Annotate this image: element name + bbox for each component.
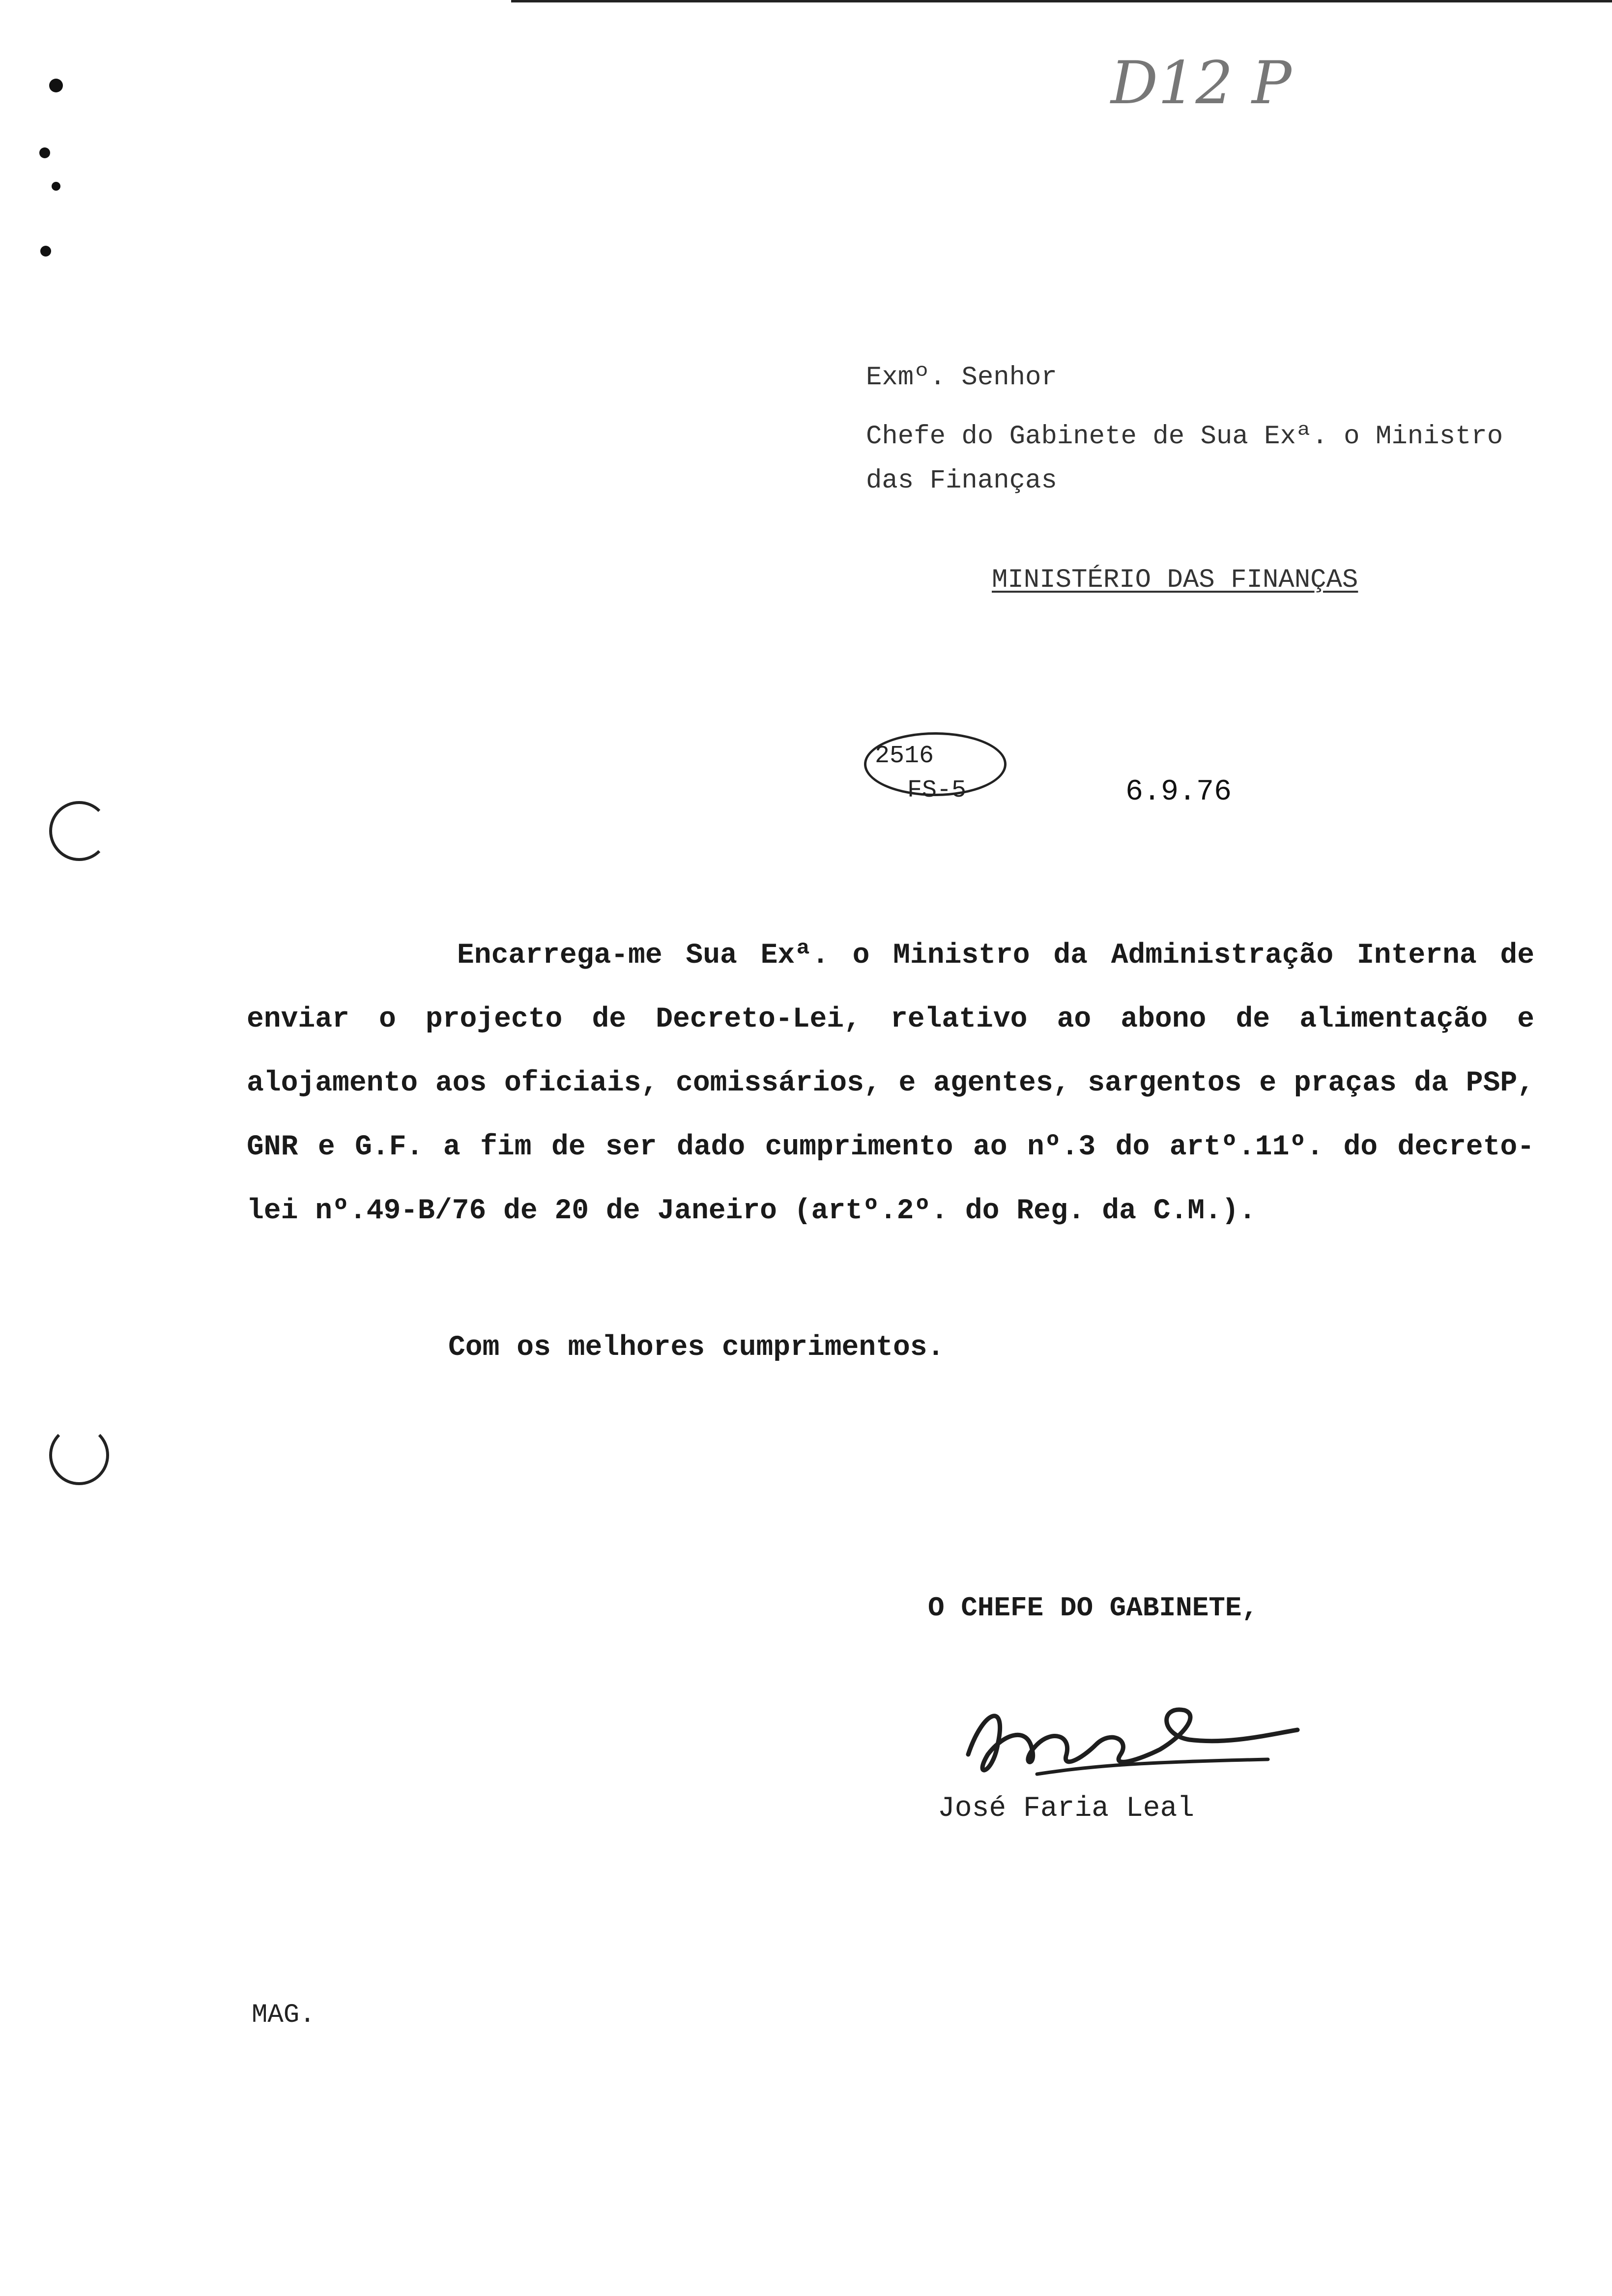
reference-code: FS-5 xyxy=(907,776,967,804)
letter-date: 6.9.76 xyxy=(1125,775,1232,809)
closing-line: Com os melhores cumprimentos. xyxy=(448,1332,945,1364)
punch-hole-mark xyxy=(49,801,109,861)
typist-initials: MAG. xyxy=(252,2000,316,2030)
letter-body xyxy=(247,924,1534,1243)
addressee-line-1: Chefe do Gabinete de Sua Exª. o Ministro xyxy=(866,422,1503,452)
margin-mark xyxy=(39,147,50,158)
punch-hole-mark xyxy=(49,1425,109,1485)
addressee-salutation: Exmº. Senhor xyxy=(866,363,1057,393)
margin-mark xyxy=(52,182,60,191)
reference-stamp-number: 2516 xyxy=(875,742,934,770)
top-edge-rule xyxy=(511,0,1612,2)
handwritten-note: D12 P xyxy=(1111,49,1292,117)
body-paragraph: Encarrega-me Sua Exª. o Ministro da Administração Interna de enviar o projecto de Decreto-Lei, relativo ao abono de alimentação e alojamento aos oficiais, comissários, e agentes, sargentos e praças da PSP, GNR e G.F. a fim de ser dado cumprimento ao nº.3 do artº.11º. do decreto-lei nº.49-B/76 de 20 de Janeiro (artº.2º. do Reg. da C.M.). xyxy=(247,940,1534,1227)
addressee-line-2: das Finanças xyxy=(866,466,1057,496)
signatory-name: José Faria Leal xyxy=(938,1793,1195,1825)
ministry-heading: MINISTÉRIO DAS FINANÇAS xyxy=(992,565,1358,595)
handwritten-signature xyxy=(953,1681,1307,1799)
margin-mark xyxy=(40,246,51,257)
margin-mark xyxy=(49,79,63,92)
signatory-title: O CHEFE DO GABINETE, xyxy=(928,1592,1259,1624)
